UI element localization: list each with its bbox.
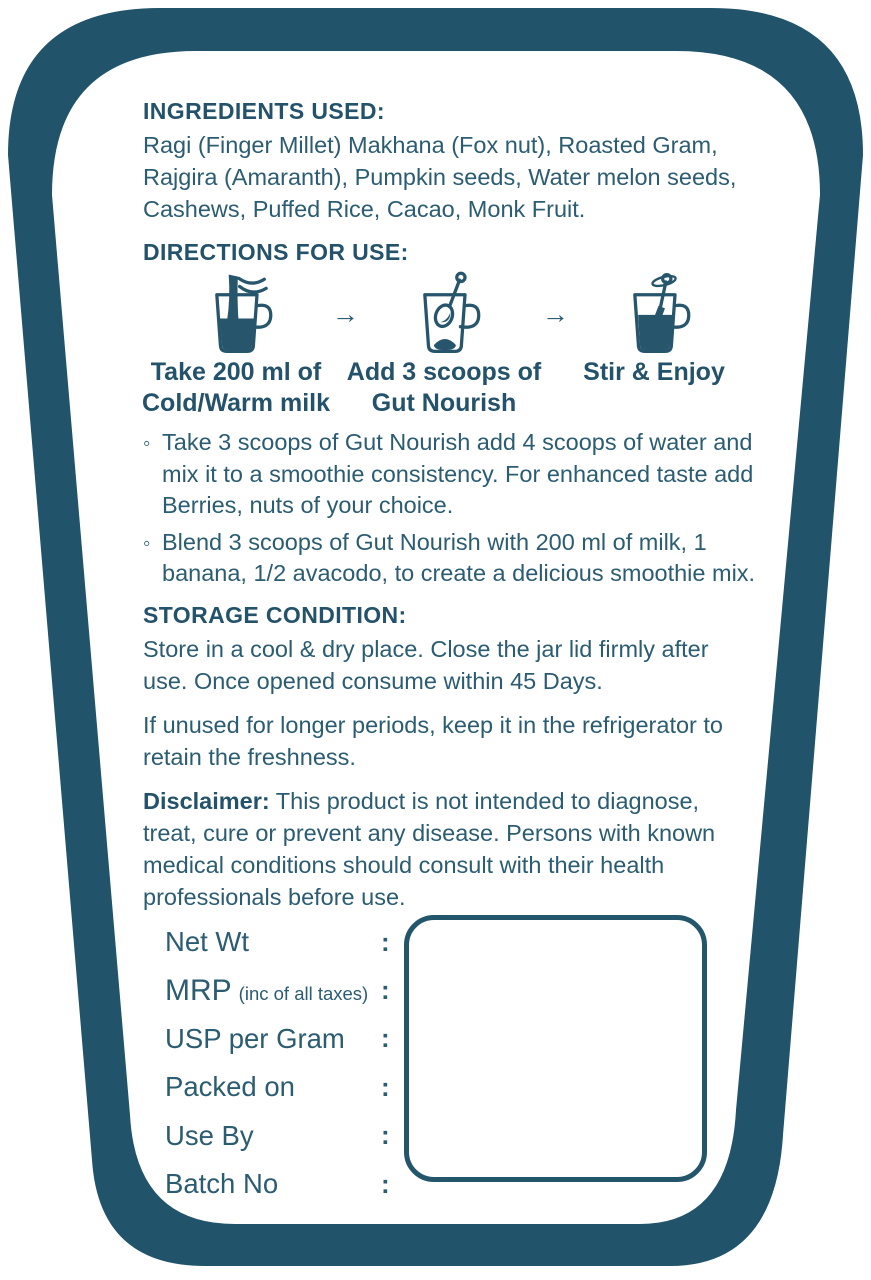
list-item xyxy=(143,527,759,590)
step-stir-enjoy xyxy=(548,271,760,388)
storage-text-2: If unused for longer periods, keep it in the refrigerator to retain the freshness. xyxy=(143,711,723,770)
form-label-note: (inc of all taxes) xyxy=(238,982,369,1004)
step-caption: Stir & Enjoy xyxy=(583,358,725,386)
pour-milk-icon xyxy=(184,271,288,355)
form-row-use-by xyxy=(165,1112,395,1160)
form-label: MRP xyxy=(165,973,232,1007)
directions-heading: DIRECTIONS FOR USE: xyxy=(143,239,409,265)
disclaimer-text: Disclaimer: This product is not intended to diagnose, treat, cure or prevent any disease. Persons with known medical conditions should consult with their health professionals before use. xyxy=(143,787,716,910)
form-label: Batch No xyxy=(165,1168,279,1200)
form-row-usp-per-gram xyxy=(165,1015,395,1063)
bullet-icon: ◦ xyxy=(143,531,151,555)
form-colon: : xyxy=(381,975,390,1006)
bullet-text: Blend 3 scoops of Gut Nourish with 200 ml of milk, 1 banana, 1/2 avacodo, to create a delicious smoothie mix. xyxy=(162,528,756,586)
bullet-text: Take 3 scoops of Gut Nourish add 4 scoops of water and mix it to a smoothie consistency. For enhanced taste add Berries, nuts of your choice. xyxy=(162,429,754,518)
ingredients-heading: INGREDIENTS USED: xyxy=(143,98,385,124)
form-value-box xyxy=(404,915,707,1182)
batch-info-form xyxy=(165,918,395,1208)
storage-text-1: Store in a cool & dry place. Close the jar lid firmly after use. Once opened consume within 45 Days. xyxy=(143,635,709,694)
step-add-scoops xyxy=(338,271,550,419)
bullet-icon: ◦ xyxy=(143,432,151,455)
directions-steps xyxy=(143,271,759,421)
add-scoops-icon xyxy=(392,271,496,355)
arrow-right-icon: → xyxy=(332,299,359,329)
form-colon: : xyxy=(381,1120,390,1151)
stir-icon xyxy=(602,271,706,355)
form-colon: : xyxy=(381,926,390,957)
form-row-mrp xyxy=(165,966,395,1014)
form-colon: : xyxy=(381,1071,390,1102)
arrow-right-icon: → xyxy=(542,299,569,329)
storage-heading: STORAGE CONDITION: xyxy=(143,601,407,628)
form-row-batch-no xyxy=(165,1160,395,1208)
step-caption: Take 200 ml of Cold/Warm milk xyxy=(142,358,330,417)
label-content xyxy=(143,96,759,913)
form-colon: : xyxy=(381,1168,390,1199)
form-row-net-wt xyxy=(165,918,395,966)
list-item xyxy=(143,427,759,522)
step-take-milk xyxy=(130,271,342,419)
form-label: Net Wt xyxy=(165,926,250,958)
directions-bullet-list xyxy=(143,427,759,590)
form-label: Packed on xyxy=(165,1071,295,1103)
form-colon: : xyxy=(381,1023,390,1054)
form-label: USP per Gram xyxy=(165,1022,345,1054)
step-caption: Add 3 scoops of Gut Nourish xyxy=(346,358,542,417)
ingredients-text: Ragi (Finger Millet) Makhana (Fox nut), Roasted Gram, Rajgira (Amaranth), Pumpkin seeds, Water melon seeds, Cashews, Puffed Rice, Cacao, Monk Fruit. xyxy=(143,132,737,222)
disclaimer-label: Disclaimer: xyxy=(143,787,270,814)
form-label: Use By xyxy=(165,1119,254,1151)
form-row-packed-on xyxy=(165,1063,395,1111)
